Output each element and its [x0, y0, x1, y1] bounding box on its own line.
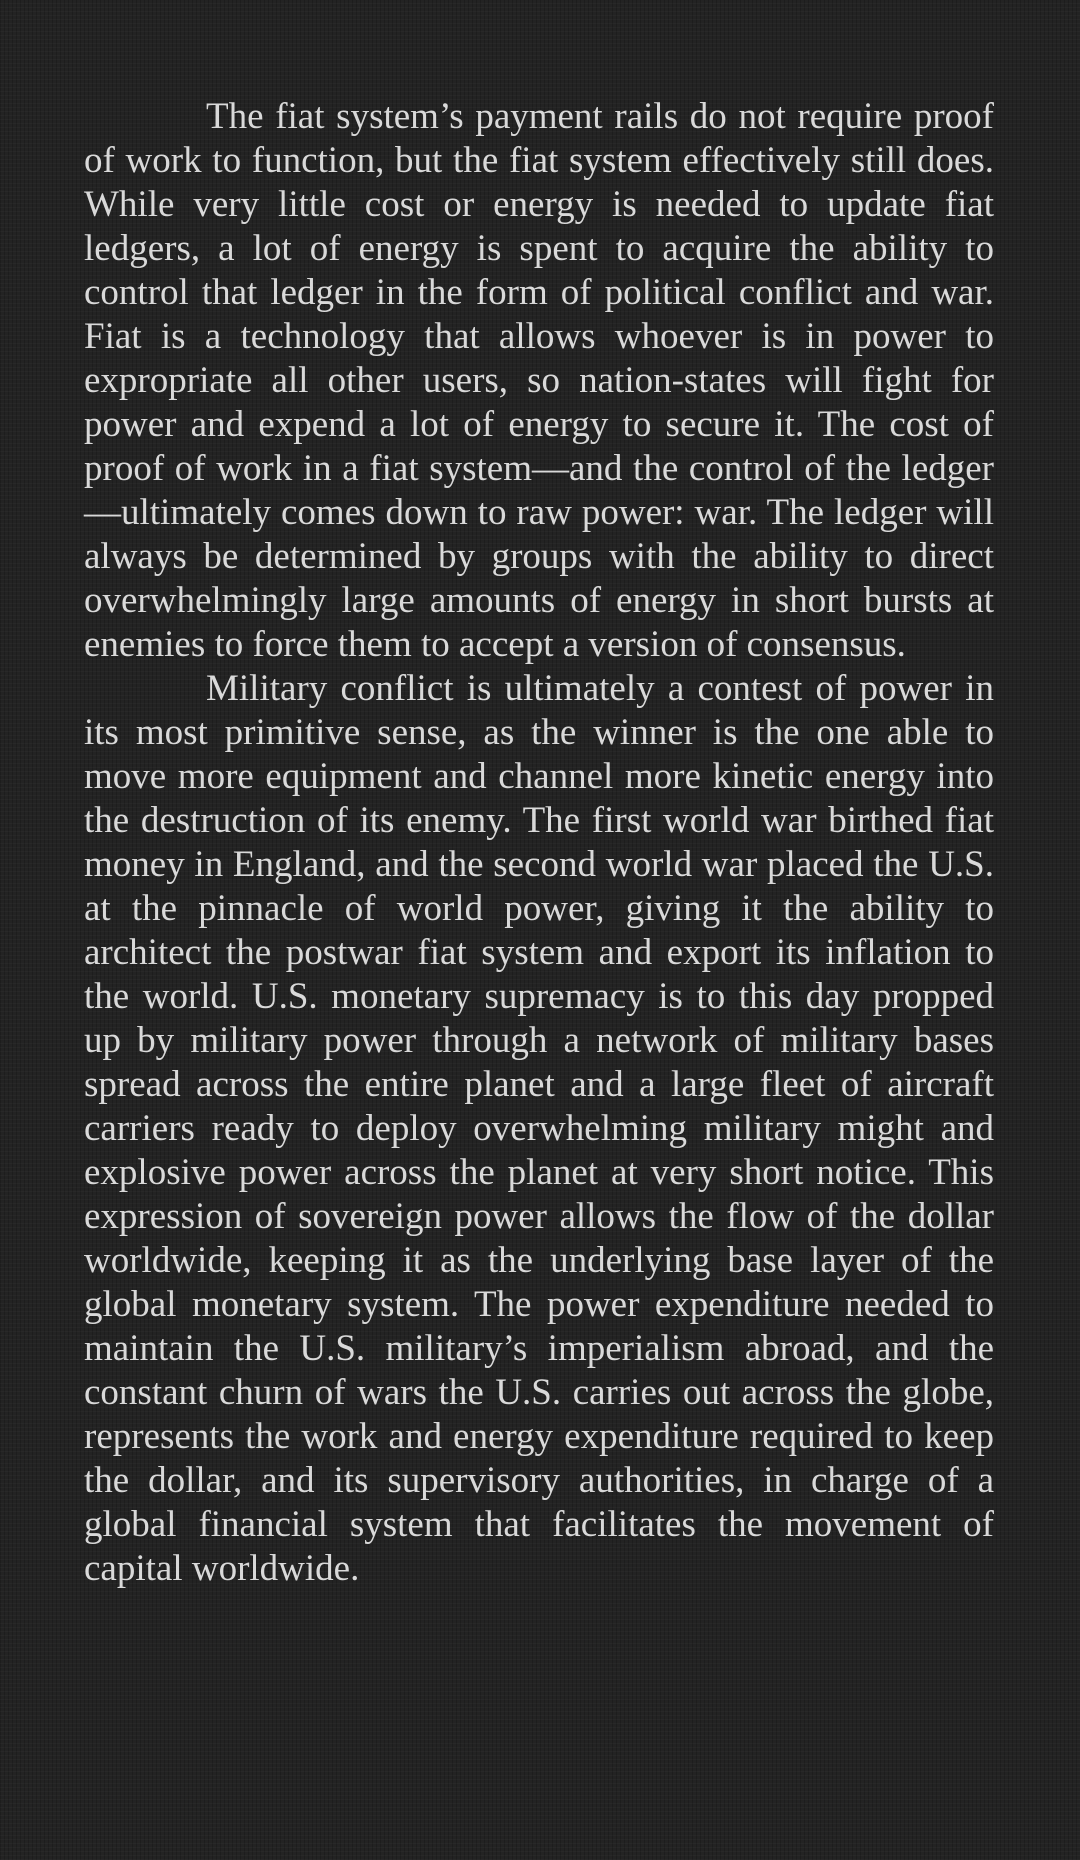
paragraph-military-conflict: Military conflict is ultimately a contest of power in its most primitive sense, as the winner is the one able to move more equipment and channel more kinetic energy into the destruction of its enemy. The first world war birthed fiat money in England, and the second world war placed the U.S. at the pinnacle of world power, giving it the ability to architect the postwar fiat system and export its inflation to the world. U.S. monetary supremacy is to this day propped up by military power through a network of military bases spread across the entire planet and a large fleet of aircraft carriers ready to deploy overwhelming military might and explosive power across the planet at very short notice. This expression of sovereign power allows the flow of the dollar worldwide, keeping it as the underlying base layer of the global monetary system. The power expenditure needed to maintain the U.S. military’s imperialism abroad, and the constant churn of wars the U.S. carries out across the globe, represents the work and energy expenditure required to keep the dollar, and its supervisory authorities, in charge of a global financial system that facilitates the movement of capital worldwide.	[84, 668, 994, 1589]
paragraph-fiat-proof-of-work: The fiat system’s payment rails do not require proof of work to function, but the fiat system effectively still does. While very little cost or energy is needed to update fiat ledgers, a lot of energy is spent to acquire the ability to control that ledger in the form of political conflict and war. Fiat is a technology that allows whoever is in power to expropriate all other users, so nation-states will fight for power and expend a lot of energy to secure it. The cost of proof of work in a fiat system—and the control of the ledger—ultimately comes down to raw power: war. The ledger will always be determined by groups with the ability to direct overwhelmingly large amounts of energy in short bursts at enemies to force them to accept a version of consensus.	[84, 96, 994, 665]
page-text-block	[84, 95, 994, 1591]
